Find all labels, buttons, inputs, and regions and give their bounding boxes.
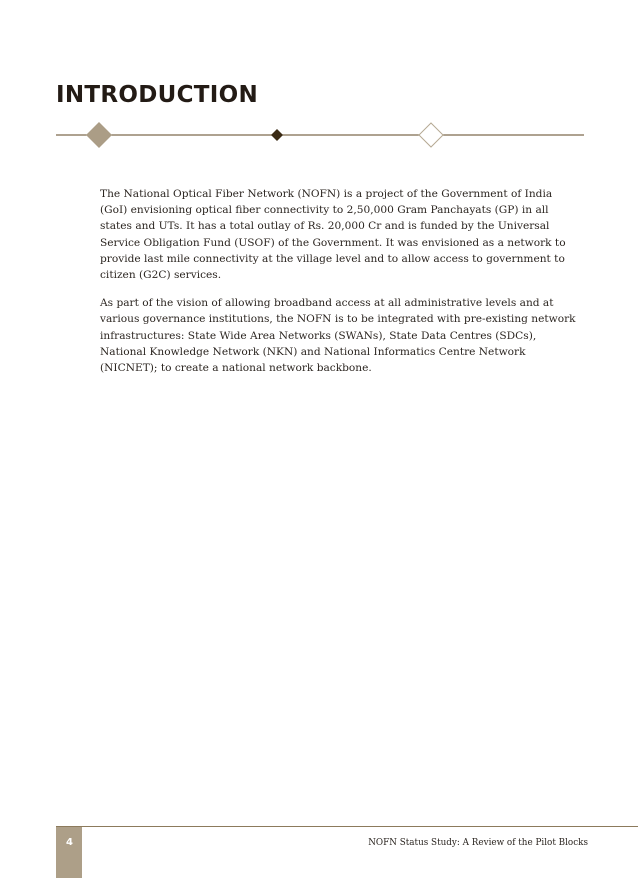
page-number: 4 — [66, 837, 73, 848]
paragraph: As part of the vision of allowing broadband access at all administrative levels and at various governance institutions, the NOFN is to be integrated with pre-existing network infrastructures: State Wide Area Networks (SWANs), State Data Centres (SDCs), National Knowledge Network (NKN) and National Informatics Centre Network (NICNET); to create a national network backbone. — [100, 297, 576, 375]
footer-rule — [56, 826, 638, 827]
ornamental-divider — [56, 120, 584, 150]
page-title: INTRODUCTION — [56, 82, 259, 108]
large-diamond-icon — [86, 122, 112, 148]
running-footer-title: NOFN Status Study: A Review of the Pilot Blocks — [368, 838, 588, 848]
outline-diamond-icon — [419, 123, 443, 147]
paragraph: The National Optical Fiber Network (NOFN) is a project of the Government of India (GoI) envisioning optical fiber connectivity to 2,50,000 Gram Panchayats (GP) in all states and UTs. It has a total outlay of Rs. 20,000 Cr and is funded by the Universal Service Obligation Fund (USOF) of the Government. It was envisioned as a network to provide last mile connectivity at the village level and to allow access to government to citizen (G2C) services. — [100, 188, 566, 282]
introduction-body — [100, 186, 578, 388]
small-diamond-icon — [271, 129, 283, 141]
page-number-tab — [56, 827, 82, 878]
